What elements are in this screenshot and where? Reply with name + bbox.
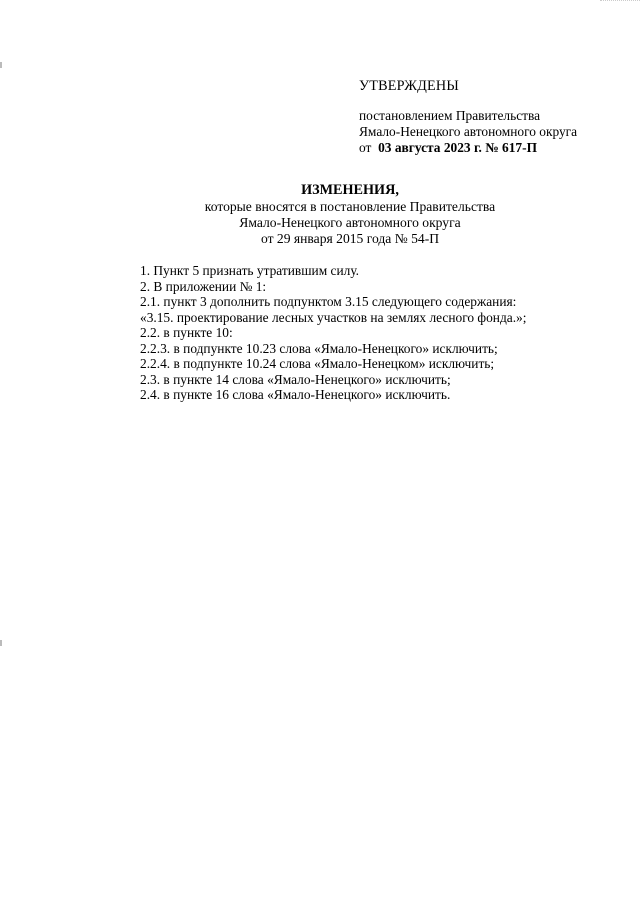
list-item: 2.2.3. в подпункте 10.23 слова «Ямало-Ненецкого» исключить;	[140, 340, 498, 356]
heading-line-3: от 29 января 2015 года № 54-П	[260, 231, 440, 246]
list-item: 1. Пункт 5 признать утратившим силу.	[140, 263, 360, 278]
amendments-list	[140, 263, 610, 403]
list-item: 2.3. в пункте 14 слова «Ямало-Ненецкого» исключить;	[140, 371, 451, 387]
approval-date-value: 03 августа 2023 г. № 617-П	[378, 140, 537, 155]
list-item: 2. В приложении № 1:	[140, 278, 267, 294]
approval-title: УТВЕРЖДЕНЫ	[359, 78, 459, 94]
list-item: 2.2. в пункте 10:	[140, 325, 233, 340]
list-item: 2.1. пункт 3 дополнить подпунктом 3.15 следующего содержания:	[140, 294, 517, 309]
left-edge-mark	[0, 640, 2, 646]
approval-block	[359, 78, 629, 156]
heading-line-2: Ямало-Ненецкого автономного округа	[239, 215, 461, 230]
document-title: ИЗМЕНЕНИЯ,	[301, 182, 399, 198]
document-heading	[150, 182, 550, 247]
corner-scan-mark	[600, 0, 640, 5]
list-item: «3.15. проектирование лесных участков на землях лесного фонда.»;	[140, 309, 527, 325]
approval-date-line	[359, 140, 629, 156]
approval-line-1: постановлением Правительства	[359, 108, 541, 123]
left-edge-mark	[0, 62, 2, 68]
list-item: 2.2.4. в подпункте 10.24 слова «Ямало-Ненецком» исключить;	[140, 356, 495, 371]
list-item: 2.4. в пункте 16 слова «Ямало-Ненецкого» исключить.	[140, 387, 451, 402]
approval-date-prefix: от	[359, 140, 372, 155]
heading-line-1: которые вносятся в постановление Правительства	[204, 199, 496, 214]
approval-line-2: Ямало-Ненецкого автономного округа	[359, 124, 578, 139]
